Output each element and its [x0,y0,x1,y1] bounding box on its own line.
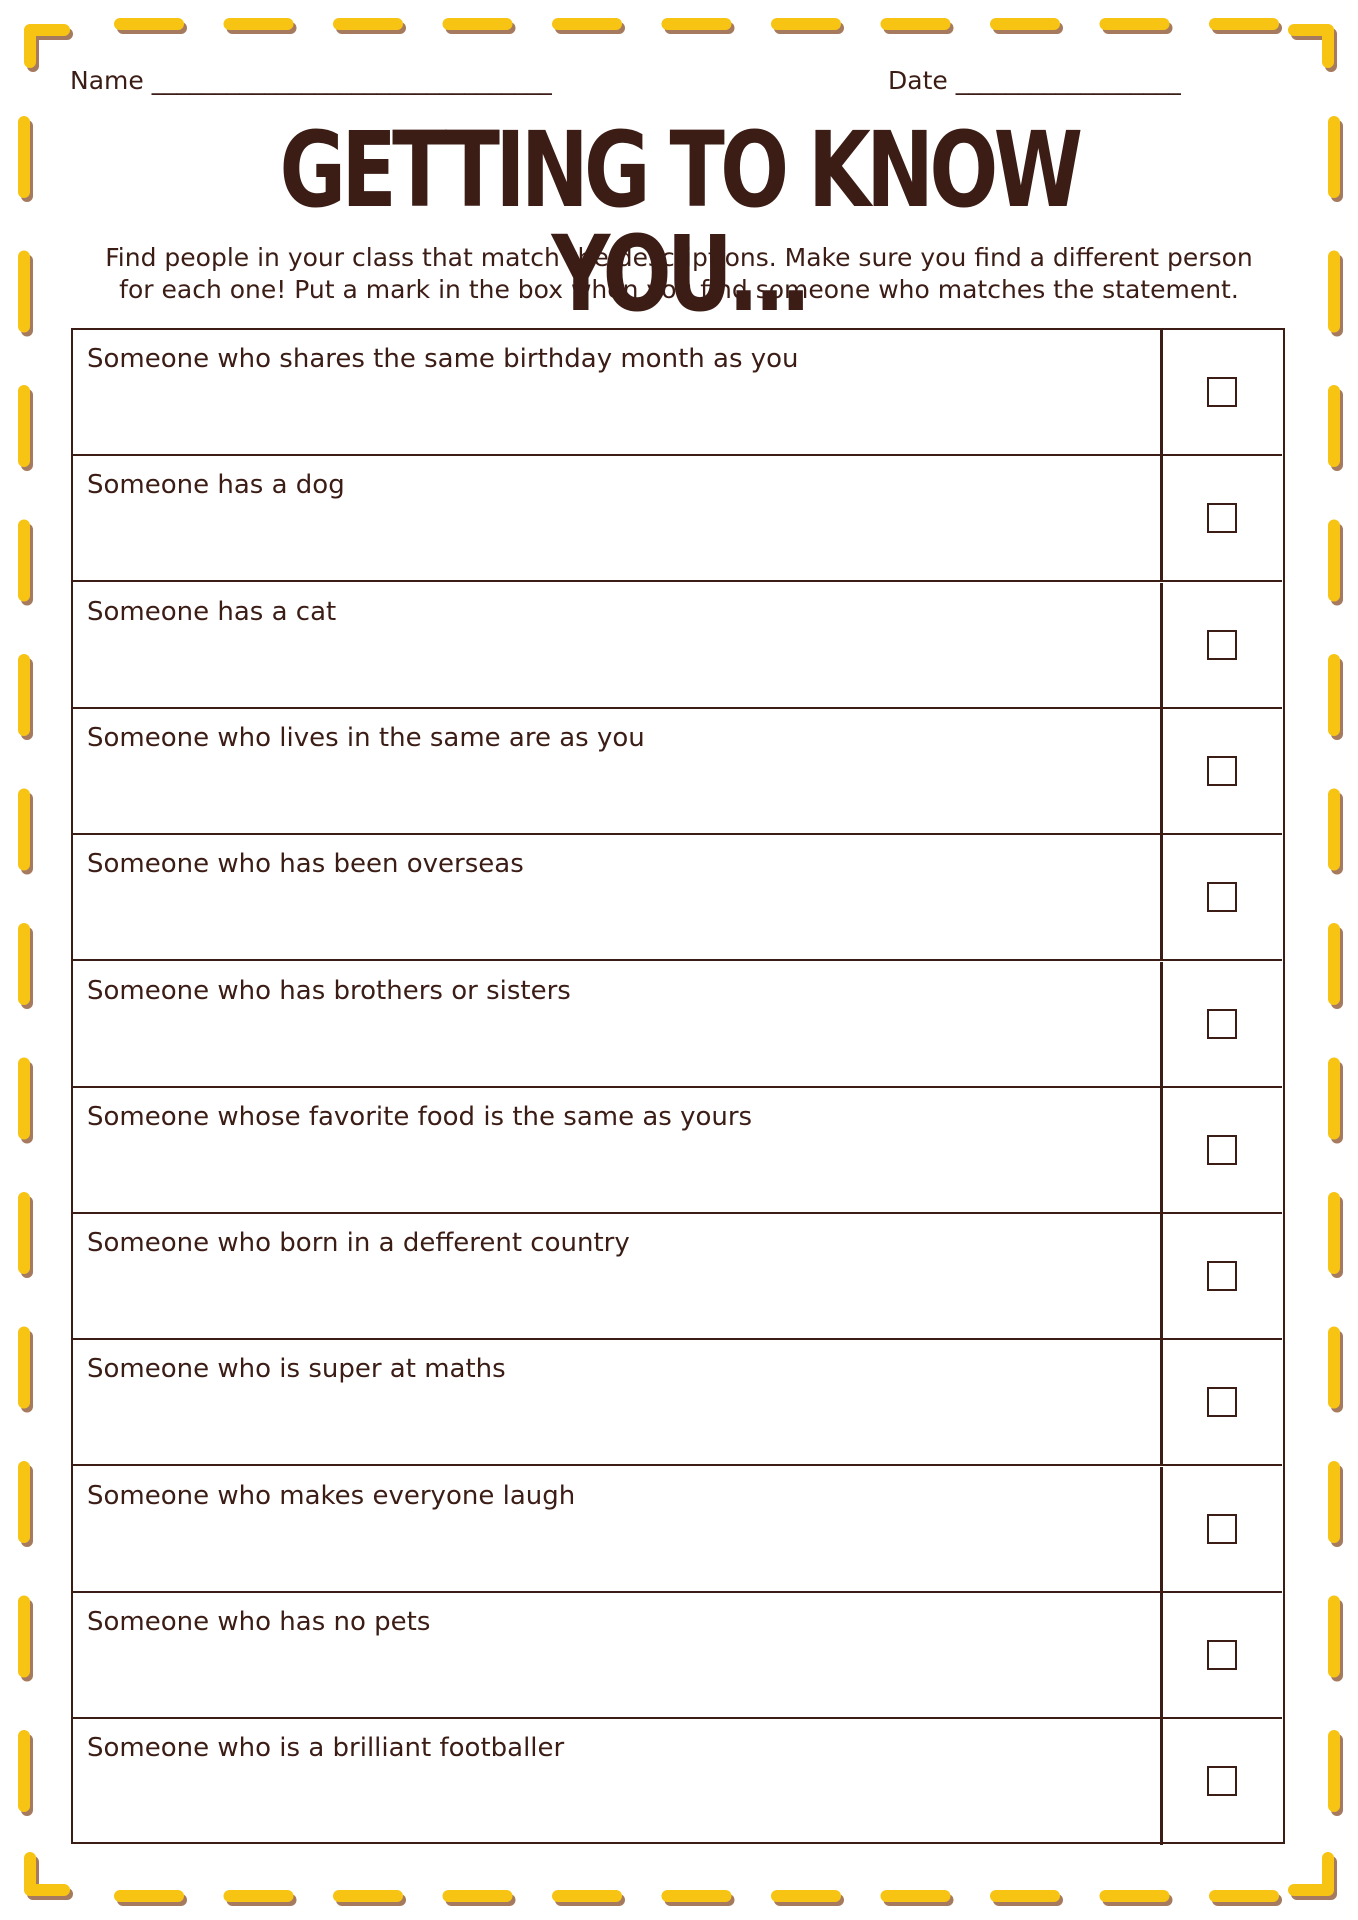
column-divider [1160,1214,1163,1338]
checkbox[interactable] [1207,1514,1237,1544]
name-underline: ________________________________ [151,66,552,95]
statement-text: Someone who has brothers or sisters [87,975,571,1006]
table-row [73,962,1282,1088]
name-label: Name [70,66,144,95]
statement-text: Someone who is super at maths [87,1354,506,1385]
table-row [73,1467,1282,1593]
border-corner-top-left-shadow [33,34,67,66]
table-row [73,1214,1282,1340]
statement-text: Someone who has been overseas [87,849,524,880]
date-field[interactable] [888,66,1181,95]
border-corner-bottom-right [1294,1858,1328,1890]
column-divider [1160,835,1163,959]
table-row [73,1593,1282,1719]
table-row [73,709,1282,835]
checkbox[interactable] [1207,1009,1237,1039]
border-corner-bottom-left [30,1858,64,1890]
checkbox[interactable] [1207,1766,1237,1796]
statement-text: Someone who born in a defferent country [87,1228,630,1259]
border-corner-top-left [30,30,64,62]
column-divider [1160,1719,1163,1845]
table-row [73,330,1282,456]
table-row [73,835,1282,961]
checkbox[interactable] [1207,377,1237,407]
statement-table [71,328,1285,1844]
checkbox[interactable] [1207,756,1237,786]
checkbox[interactable] [1207,503,1237,533]
column-divider [1160,1088,1163,1212]
table-row [73,456,1282,582]
page-title: GETTING TO KNOW YOU... [279,109,1079,335]
table-row [73,1088,1282,1214]
statement-text: Someone who is a brilliant footballer [87,1733,565,1764]
border-corner-top-right [1294,30,1328,62]
column-divider [1160,330,1163,454]
date-label: Date [888,66,948,95]
column-divider [1160,1593,1163,1717]
statement-text: Someone who has no pets [87,1607,431,1637]
table-row [73,1719,1282,1845]
checkbox[interactable] [1207,1135,1237,1165]
checkbox[interactable] [1207,1640,1237,1670]
checkbox[interactable] [1207,882,1237,912]
column-divider [1160,709,1163,833]
statement-text: Someone who lives in the same are as you [87,722,645,753]
column-divider [1160,1467,1163,1591]
statement-text: Someone who shares the same birthday month as you [87,344,799,374]
table-row [73,583,1282,709]
statement-text: Someone has a dog [87,470,345,501]
checkbox[interactable] [1207,1387,1237,1417]
column-divider [1160,1340,1163,1464]
checkbox[interactable] [1207,1261,1237,1291]
checkbox[interactable] [1207,630,1237,660]
column-divider [1160,962,1163,1086]
statement-text: Someone has a cat [87,596,337,627]
date-underline: __________________ [955,66,1181,95]
instructions-text: Find people in your class that match the descriptions. Make sure you find a different person for each one! Put a mark in the box when you find someone who matches the statement. [105,243,1253,304]
name-field[interactable] [70,66,552,95]
statement-text: Someone whose favorite food is the same as yours [87,1101,753,1132]
statement-text: Someone who makes everyone laugh [87,1480,576,1511]
column-divider [1160,456,1163,580]
table-row [73,1340,1282,1466]
column-divider [1160,583,1163,707]
